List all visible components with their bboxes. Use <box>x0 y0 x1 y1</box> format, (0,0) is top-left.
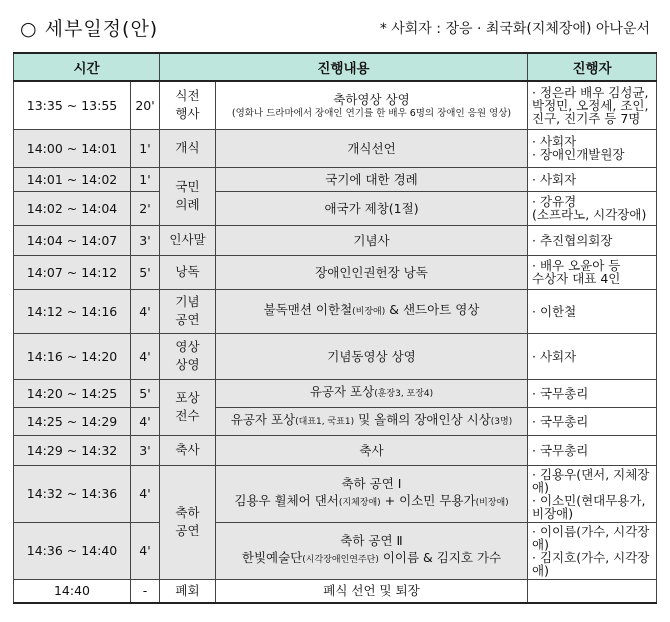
row-presenter: · 이이름(가수, 시각장애) · 김지호(가수, 시각장애) <box>528 522 657 579</box>
row-presenter: · 사회자 <box>528 167 657 191</box>
row-category: 인사말 <box>160 225 216 255</box>
table-row <box>14 333 657 379</box>
row-category: 축하 공연 <box>160 465 216 579</box>
row-duration: 4' <box>131 465 160 522</box>
row-content: 유공자 포상(훈장3, 포장4) <box>216 379 528 407</box>
table-row <box>14 435 657 465</box>
header-presenter: 진행자 <box>528 53 657 81</box>
row-duration: 5' <box>131 379 160 407</box>
header-content: 진행내용 <box>160 53 528 81</box>
row-content: 기념사 <box>216 225 528 255</box>
row-duration: - <box>131 579 160 603</box>
row-time: 14:12 ~ 14:16 <box>14 289 131 333</box>
row-presenter: · 추진협의회장 <box>528 225 657 255</box>
row-category: 개식 <box>160 129 216 167</box>
row-duration: 4' <box>131 333 160 379</box>
row-presenter: · 국무총리 <box>528 435 657 465</box>
mc-note: * 사회자 : 장응 · 최국화(지체장애) 아나운서 <box>379 21 650 37</box>
row-category: 기념 공연 <box>160 289 216 333</box>
row-duration: 2' <box>131 191 160 225</box>
row-category: 낭독 <box>160 255 216 289</box>
schedule-table <box>13 52 657 604</box>
row-duration: 1' <box>131 129 160 167</box>
row-content: 장애인인권헌장 낭독 <box>216 255 528 289</box>
table-row <box>14 167 657 191</box>
row-category: 영상 상영 <box>160 333 216 379</box>
row-content: 축하영상 상영 (영화나 드라마에서 장애인 연기를 한 배우 6명의 장애인 응원 영상) <box>216 81 528 129</box>
table-row <box>14 522 657 579</box>
row-duration: 20' <box>131 81 160 129</box>
row-presenter: · 배우 오윤아 등 수상자 대표 4인 <box>528 255 657 289</box>
page-title: ○ 세부일정(안) <box>20 18 159 40</box>
table-row <box>14 465 657 522</box>
row-time: 14:25 ~ 14:29 <box>14 407 131 435</box>
table-row <box>14 191 657 225</box>
row-duration: 3' <box>131 225 160 255</box>
row-content: 폐식 선언 및 퇴장 <box>216 579 528 603</box>
row-presenter <box>528 579 657 603</box>
row-time: 14:36 ~ 14:40 <box>14 522 131 579</box>
header-time: 시간 <box>14 53 160 81</box>
row-content: 축하 공연 Ⅰ 김용우 휠체어 댄서(지체장애) + 이소민 무용가(비장애) <box>216 465 528 522</box>
table-row <box>14 81 657 129</box>
row-content: 축사 <box>216 435 528 465</box>
row-category: 식전 행사 <box>160 81 216 129</box>
row-category: 축사 <box>160 435 216 465</box>
row-duration: 4' <box>131 289 160 333</box>
row-content: 축하 공연 Ⅱ 한빛예술단(시각장애인연주단) 이이름 & 김지호 가수 <box>216 522 528 579</box>
row-time: 13:35 ~ 13:55 <box>14 81 131 129</box>
row-content: 국기에 대한 경례 <box>216 167 528 191</box>
table-row <box>14 255 657 289</box>
row-content: 불독맨션 이한철(비장애) & 샌드아트 영상 <box>216 289 528 333</box>
row-presenter: · 강유경 (소프라노, 시각장애) <box>528 191 657 225</box>
row-content: 애국가 제창(1절) <box>216 191 528 225</box>
table-row <box>14 129 657 167</box>
row-time: 14:20 ~ 14:25 <box>14 379 131 407</box>
row-time: 14:32 ~ 14:36 <box>14 465 131 522</box>
table-header-row <box>14 53 657 81</box>
row-presenter: · 이한철 <box>528 289 657 333</box>
row-duration: 1' <box>131 167 160 191</box>
row-presenter: · 국무총리 <box>528 379 657 407</box>
row-content: 유공자 포상(대표1, 국표1) 및 올해의 장애인상 시상(3명) <box>216 407 528 435</box>
row-time: 14:29 ~ 14:32 <box>14 435 131 465</box>
row-presenter: · 사회자 · 장애인개발원장 <box>528 129 657 167</box>
row-time: 14:07 ~ 14:12 <box>14 255 131 289</box>
row-category: 폐회 <box>160 579 216 603</box>
row-duration: 4' <box>131 407 160 435</box>
table-row <box>14 579 657 603</box>
row-time: 14:00 ~ 14:01 <box>14 129 131 167</box>
table-row <box>14 379 657 407</box>
row-time: 14:16 ~ 14:20 <box>14 333 131 379</box>
row-time: 14:04 ~ 14:07 <box>14 225 131 255</box>
row-presenter: · 정은라 배우 김성균, 박정민, 오정세, 조인, 진구, 진기주 등 7명 <box>528 81 657 129</box>
row-time: 14:40 <box>14 579 131 603</box>
row-content: 개식선언 <box>216 129 528 167</box>
row-presenter: · 국무총리 <box>528 407 657 435</box>
row-content: 기념동영상 상영 <box>216 333 528 379</box>
row-duration: 5' <box>131 255 160 289</box>
row-duration: 4' <box>131 522 160 579</box>
table-row <box>14 289 657 333</box>
table-row <box>14 225 657 255</box>
row-presenter: · 김용우(댄서, 지체장애) · 이소민(현대무용가, 비장애) <box>528 465 657 522</box>
table-row <box>14 407 657 435</box>
row-duration: 3' <box>131 435 160 465</box>
row-category: 포상 전수 <box>160 379 216 435</box>
row-presenter: · 사회자 <box>528 333 657 379</box>
row-time: 14:01 ~ 14:02 <box>14 167 131 191</box>
row-category: 국민 의례 <box>160 167 216 225</box>
row-time: 14:02 ~ 14:04 <box>14 191 131 225</box>
title-bar <box>20 12 650 44</box>
